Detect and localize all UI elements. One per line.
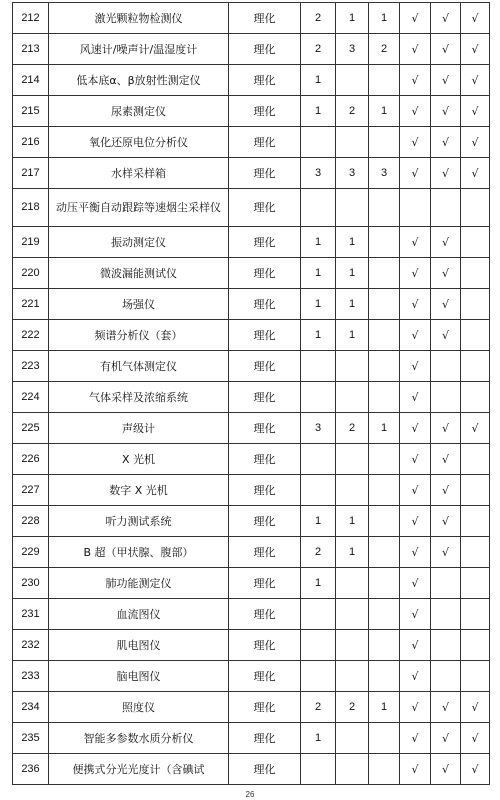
category-cell: 理化 [229,127,301,158]
check-cell-2: √ [431,444,461,475]
table-row [13,630,490,661]
check-cell-2: √ [431,289,461,320]
check-cell-1: √ [400,444,431,475]
check-cell-2: √ [431,227,461,258]
table-row [13,444,490,475]
check-cell-3 [461,661,490,692]
check-cell-3 [461,382,490,413]
equipment-name-cell: 气体采样及浓缩系统 [49,382,229,413]
quantity-cell-3 [369,754,400,785]
quantity-cell-1: 1 [301,320,336,351]
check-cell-1: √ [400,65,431,96]
equipment-name-cell: 血流图仪 [49,599,229,630]
check-cell-1: √ [400,475,431,506]
quantity-cell-3 [369,568,400,599]
check-cell-1: √ [400,351,431,382]
check-cell-2: √ [431,65,461,96]
quantity-cell-3: 1 [369,3,400,34]
category-cell: 理化 [229,537,301,568]
quantity-cell-3: 1 [369,692,400,723]
quantity-cell-2 [336,351,369,382]
table-row [13,96,490,127]
check-cell-3 [461,599,490,630]
row-number-cell: 213 [13,34,49,65]
check-cell-3 [461,537,490,568]
row-number-cell: 232 [13,630,49,661]
quantity-cell-3 [369,599,400,630]
row-number-cell: 228 [13,506,49,537]
row-number-cell: 221 [13,289,49,320]
check-cell-2: √ [431,34,461,65]
quantity-cell-1: 1 [301,65,336,96]
row-number-cell: 225 [13,413,49,444]
check-cell-2: √ [431,96,461,127]
quantity-cell-2 [336,599,369,630]
quantity-cell-3 [369,289,400,320]
category-cell: 理化 [229,630,301,661]
quantity-cell-1: 2 [301,692,336,723]
table-row [13,351,490,382]
check-cell-1: √ [400,227,431,258]
check-cell-3: √ [461,754,490,785]
quantity-cell-1 [301,127,336,158]
check-cell-1: √ [400,413,431,444]
equipment-name-cell: 照度仪 [49,692,229,723]
quantity-cell-1: 1 [301,289,336,320]
check-cell-3 [461,475,490,506]
quantity-cell-2: 1 [336,320,369,351]
quantity-cell-3 [369,227,400,258]
quantity-cell-1: 3 [301,413,336,444]
category-cell: 理化 [229,568,301,599]
equipment-name-cell: 氧化还原电位分析仪 [49,127,229,158]
quantity-cell-3 [369,320,400,351]
equipment-name-cell: X 光机 [49,444,229,475]
category-cell: 理化 [229,754,301,785]
quantity-cell-1: 1 [301,568,336,599]
table-row [13,382,490,413]
row-number-cell: 234 [13,692,49,723]
table-row [13,320,490,351]
quantity-cell-3 [369,537,400,568]
check-cell-1: √ [400,568,431,599]
category-cell: 理化 [229,413,301,444]
table-row [13,692,490,723]
category-cell: 理化 [229,599,301,630]
quantity-cell-1 [301,599,336,630]
check-cell-3 [461,351,490,382]
category-cell: 理化 [229,692,301,723]
check-cell-2 [431,599,461,630]
table-row [13,661,490,692]
check-cell-3 [461,630,490,661]
quantity-cell-1: 2 [301,537,336,568]
quantity-cell-2 [336,475,369,506]
row-number-cell: 215 [13,96,49,127]
quantity-cell-2: 1 [336,258,369,289]
check-cell-2: √ [431,258,461,289]
check-cell-3: √ [461,158,490,189]
check-cell-3: √ [461,723,490,754]
row-number-cell: 227 [13,475,49,506]
check-cell-3: √ [461,34,490,65]
quantity-cell-3: 2 [369,34,400,65]
row-number-cell: 223 [13,351,49,382]
table-row [13,475,490,506]
quantity-cell-3 [369,65,400,96]
check-cell-1: √ [400,289,431,320]
check-cell-2 [431,189,461,227]
check-cell-2 [431,568,461,599]
row-number-cell: 229 [13,537,49,568]
quantity-cell-2: 3 [336,34,369,65]
check-cell-2: √ [431,537,461,568]
quantity-cell-2 [336,382,369,413]
check-cell-2 [431,630,461,661]
category-cell: 理化 [229,34,301,65]
quantity-cell-2 [336,754,369,785]
quantity-cell-3 [369,444,400,475]
quantity-cell-1 [301,382,336,413]
table-row [13,158,490,189]
check-cell-3: √ [461,413,490,444]
check-cell-1: √ [400,158,431,189]
quantity-cell-3 [369,475,400,506]
quantity-cell-3 [369,189,400,227]
row-number-cell: 235 [13,723,49,754]
quantity-cell-1: 3 [301,158,336,189]
equipment-name-cell: 场强仪 [49,289,229,320]
equipment-name-cell: 微波漏能测试仪 [49,258,229,289]
equipment-name-cell: 肌电图仪 [49,630,229,661]
category-cell: 理化 [229,320,301,351]
quantity-cell-1 [301,189,336,227]
equipment-name-cell: 动压平衡自动跟踪等速烟尘采样仪 [49,189,229,227]
quantity-cell-3 [369,506,400,537]
table-row [13,723,490,754]
equipment-name-cell: 便携式分光光度计（含碘试 [49,754,229,785]
page-number: 26 [245,790,255,799]
category-cell: 理化 [229,65,301,96]
check-cell-1: √ [400,96,431,127]
check-cell-1: √ [400,34,431,65]
table-row [13,506,490,537]
category-cell: 理化 [229,661,301,692]
quantity-cell-2: 2 [336,96,369,127]
category-cell: 理化 [229,227,301,258]
check-cell-2 [431,661,461,692]
check-cell-1: √ [400,754,431,785]
row-number-cell: 231 [13,599,49,630]
quantity-cell-3 [369,661,400,692]
category-cell: 理化 [229,475,301,506]
quantity-cell-3 [369,382,400,413]
check-cell-2: √ [431,320,461,351]
equipment-name-cell: 频谱分析仪（套） [49,320,229,351]
quantity-cell-3 [369,258,400,289]
row-number-cell: 233 [13,661,49,692]
check-cell-2: √ [431,754,461,785]
row-number-cell: 214 [13,65,49,96]
quantity-cell-2 [336,630,369,661]
quantity-cell-3: 1 [369,413,400,444]
quantity-cell-3: 1 [369,96,400,127]
table-row [13,413,490,444]
check-cell-1: √ [400,382,431,413]
check-cell-1: √ [400,258,431,289]
table-row [13,65,490,96]
row-number-cell: 224 [13,382,49,413]
quantity-cell-2: 1 [336,506,369,537]
check-cell-3 [461,506,490,537]
equipment-name-cell: B 超（甲状腺、腹部） [49,537,229,568]
check-cell-2: √ [431,158,461,189]
check-cell-2: √ [431,3,461,34]
check-cell-2: √ [431,723,461,754]
check-cell-2: √ [431,127,461,158]
equipment-name-cell: 听力测试系统 [49,506,229,537]
quantity-cell-3 [369,127,400,158]
quantity-cell-3 [369,351,400,382]
quantity-cell-2: 1 [336,537,369,568]
quantity-cell-3 [369,723,400,754]
category-cell: 理化 [229,3,301,34]
row-number-cell: 226 [13,444,49,475]
equipment-name-cell: 数字 X 光机 [49,475,229,506]
quantity-cell-1: 1 [301,723,336,754]
check-cell-3 [461,227,490,258]
check-cell-3 [461,320,490,351]
check-cell-1: √ [400,127,431,158]
equipment-name-cell: 脑电图仪 [49,661,229,692]
category-cell: 理化 [229,289,301,320]
category-cell: 理化 [229,382,301,413]
table-row [13,227,490,258]
quantity-cell-1: 1 [301,258,336,289]
quantity-cell-1 [301,754,336,785]
quantity-cell-2: 3 [336,158,369,189]
quantity-cell-3: 3 [369,158,400,189]
row-number-cell: 219 [13,227,49,258]
check-cell-2: √ [431,506,461,537]
check-cell-1: √ [400,723,431,754]
quantity-cell-2 [336,65,369,96]
quantity-cell-2 [336,568,369,599]
check-cell-1: √ [400,599,431,630]
equipment-name-cell: 有机气体测定仪 [49,351,229,382]
check-cell-3: √ [461,96,490,127]
table-row [13,568,490,599]
quantity-cell-1: 1 [301,506,336,537]
category-cell: 理化 [229,444,301,475]
row-number-cell: 230 [13,568,49,599]
check-cell-3 [461,568,490,599]
check-cell-1: √ [400,630,431,661]
category-cell: 理化 [229,258,301,289]
table-body [13,3,490,785]
check-cell-3 [461,189,490,227]
quantity-cell-2: 2 [336,692,369,723]
equipment-name-cell: 风速计/噪声计/温湿度计 [49,34,229,65]
equipment-name-cell: 肺功能测定仪 [49,568,229,599]
quantity-cell-1: 1 [301,96,336,127]
table-row [13,189,490,227]
row-number-cell: 216 [13,127,49,158]
quantity-cell-2: 1 [336,3,369,34]
category-cell: 理化 [229,723,301,754]
row-number-cell: 220 [13,258,49,289]
row-number-cell: 212 [13,3,49,34]
table-row [13,754,490,785]
check-cell-3 [461,444,490,475]
table-row [13,289,490,320]
quantity-cell-3 [369,630,400,661]
quantity-cell-2 [336,127,369,158]
check-cell-3 [461,289,490,320]
check-cell-2: √ [431,413,461,444]
category-cell: 理化 [229,189,301,227]
check-cell-3: √ [461,127,490,158]
check-cell-1: √ [400,537,431,568]
equipment-name-cell: 激光颗粒物检测仪 [49,3,229,34]
table-row [13,258,490,289]
quantity-cell-1: 2 [301,34,336,65]
quantity-cell-1 [301,351,336,382]
check-cell-1: √ [400,506,431,537]
quantity-cell-1 [301,444,336,475]
quantity-cell-1: 1 [301,227,336,258]
check-cell-3: √ [461,692,490,723]
check-cell-2 [431,351,461,382]
row-number-cell: 222 [13,320,49,351]
equipment-table [12,2,490,785]
check-cell-1: √ [400,320,431,351]
equipment-name-cell: 振动测定仪 [49,227,229,258]
equipment-name-cell: 声级计 [49,413,229,444]
category-cell: 理化 [229,158,301,189]
table-row [13,599,490,630]
quantity-cell-1 [301,630,336,661]
equipment-name-cell: 低本底α、β放射性测定仪 [49,65,229,96]
quantity-cell-2 [336,189,369,227]
row-number-cell: 217 [13,158,49,189]
quantity-cell-1: 2 [301,3,336,34]
check-cell-1: √ [400,661,431,692]
check-cell-3: √ [461,3,490,34]
table-row [13,34,490,65]
check-cell-1: √ [400,692,431,723]
quantity-cell-2: 2 [336,413,369,444]
check-cell-2: √ [431,475,461,506]
check-cell-3: √ [461,65,490,96]
equipment-name-cell: 水样采样箱 [49,158,229,189]
quantity-cell-1 [301,661,336,692]
check-cell-1: √ [400,3,431,34]
check-cell-2 [431,382,461,413]
quantity-cell-2 [336,661,369,692]
category-cell: 理化 [229,96,301,127]
quantity-cell-2 [336,444,369,475]
table-row [13,537,490,568]
quantity-cell-1 [301,475,336,506]
table-row [13,127,490,158]
check-cell-2: √ [431,692,461,723]
table-row [13,3,490,34]
category-cell: 理化 [229,506,301,537]
quantity-cell-2: 1 [336,227,369,258]
quantity-cell-2: 1 [336,289,369,320]
row-number-cell: 236 [13,754,49,785]
row-number-cell: 218 [13,189,49,227]
check-cell-3 [461,258,490,289]
category-cell: 理化 [229,351,301,382]
equipment-name-cell: 尿素测定仪 [49,96,229,127]
equipment-name-cell: 智能多参数水质分析仪 [49,723,229,754]
check-cell-1 [400,189,431,227]
quantity-cell-2 [336,723,369,754]
